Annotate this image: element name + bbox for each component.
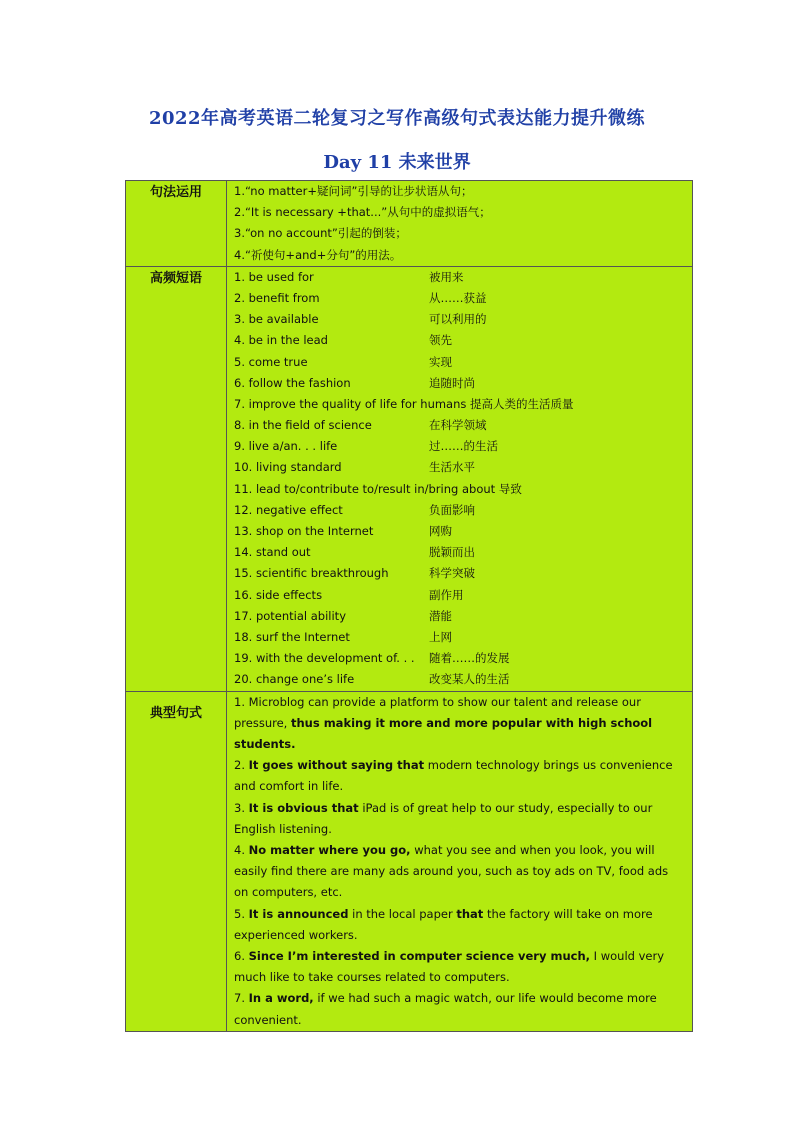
sentence-text: 6.	[234, 948, 249, 963]
syntax-label: 句法运用	[126, 181, 227, 267]
phrase-item	[227, 627, 692, 648]
phrase-en: 17. potential ability	[234, 608, 347, 623]
sentence-item	[227, 692, 692, 756]
phrase-item	[227, 436, 692, 457]
sentence-text: 3.	[234, 800, 249, 815]
phrase-zh: 追随时尚	[429, 375, 475, 390]
phrase-zh: 网购	[429, 524, 452, 538]
phrases-content	[227, 266, 693, 691]
phrase-zh: 科学突破	[429, 566, 475, 581]
phrase-zh: 从……获益	[429, 290, 487, 305]
sentences-label: 典型句式	[126, 691, 227, 1031]
syntax-item: 4.“祈使句+and+分句”的用法。	[234, 247, 402, 262]
phrase-item	[227, 267, 692, 288]
phrase-en: 4. be in the lead	[234, 333, 328, 348]
phrase-item	[227, 606, 692, 627]
phrase-en: 6. follow the fashion	[234, 375, 351, 390]
phrase-en: 8. in the field of science	[234, 418, 372, 433]
sentence-item	[227, 755, 692, 797]
sentence-item	[227, 904, 692, 946]
phrase-en: 12. negative effect	[234, 502, 343, 517]
phrase-item	[227, 415, 692, 436]
phrases-label: 高频短语	[126, 266, 227, 691]
sentence-text: in the local paper	[348, 906, 457, 921]
sentence-text: 2.	[234, 758, 249, 773]
sentence-highlight: It goes without saying that	[248, 758, 425, 773]
phrase-en: 9. live a/an. . . life	[234, 439, 338, 454]
syntax-item: 3.“on no account”引起的倒装；	[234, 226, 407, 241]
syntax-content	[227, 181, 693, 267]
phrase-zh: 领先	[429, 333, 452, 348]
phrase-zh: 脱颖而出	[429, 545, 475, 560]
sentence-text: I would very much like to take courses related to computers.	[234, 948, 665, 985]
phrase-zh: 被用来	[429, 269, 464, 284]
sentence-item	[227, 946, 692, 988]
phrase-item	[227, 457, 692, 478]
phrase-zh: 随着……的发展	[429, 651, 510, 666]
phrase-zh: 导致	[498, 481, 522, 496]
sentence-highlight: No matter where you go,	[248, 842, 411, 857]
phrase-zh: 在科学领域	[429, 418, 487, 433]
phrase-zh: 提高人类的生活质量	[470, 396, 574, 411]
phrase-zh: 上网	[429, 629, 452, 644]
sentences-row	[126, 691, 693, 1031]
phrase-zh: 实现	[429, 354, 452, 369]
phrase-item	[227, 542, 692, 563]
phrase-en: 11. lead to/contribute to/result in/bring about	[234, 481, 496, 496]
phrases-row	[126, 266, 693, 691]
sentence-highlight: It is obvious that	[248, 800, 359, 815]
sentence-highlight: It is announced	[248, 906, 349, 921]
phrase-item	[227, 330, 692, 351]
phrase-zh: 改变某人的生活	[429, 672, 510, 687]
phrase-zh: 可以利用的	[429, 312, 487, 327]
phrase-en: 13. shop on the Internet	[234, 524, 374, 538]
syntax-item: 2.“It is necessary +that...”从句中的虚拟语气；	[234, 205, 491, 220]
phrase-en: 7. improve the quality of life for humans	[234, 396, 467, 411]
sentence-item	[227, 988, 692, 1030]
phrase-en: 18. surf the Internet	[234, 629, 350, 644]
syntax-item: 1.“no matter+疑问词”引导的让步状语从句；	[234, 184, 473, 198]
phrase-item	[227, 563, 692, 584]
phrase-en: 16. side effects	[234, 587, 323, 602]
phrase-item	[227, 394, 692, 415]
phrase-item	[227, 500, 692, 521]
sentence-text: the factory will take on more experienced workers.	[234, 906, 653, 942]
phrase-en: 1. be used for	[234, 269, 314, 284]
phrase-en: 5. come true	[234, 354, 308, 369]
phrase-item	[227, 352, 692, 373]
sentence-item	[227, 840, 692, 904]
phrase-item	[227, 585, 692, 606]
phrase-zh: 负面影响	[429, 502, 475, 517]
sentence-text: 7.	[234, 991, 249, 1006]
sentence-highlight: Since I’m interested in computer science very much,	[248, 948, 591, 963]
content-table	[125, 180, 693, 1032]
phrase-en: 14. stand out	[234, 545, 311, 560]
sentence-highlight: In a word,	[248, 991, 314, 1006]
phrase-en: 15. scientific breakthrough	[234, 566, 389, 581]
sentence-text: what you see and when you look, you will easily find there are many ads around you, such as toy ads on TV, food ads on computers, etc.	[234, 842, 669, 900]
phrase-item	[227, 669, 692, 690]
sentence-text: 5.	[234, 906, 249, 921]
phrase-item	[227, 309, 692, 330]
page-subtitle: Day 11 未来世界	[323, 152, 471, 173]
phrase-zh: 过……的生活	[429, 439, 498, 454]
page-title: 2022年高考英语二轮复习之写作高级句式表达能力提升微练	[148, 108, 646, 129]
phrase-item	[227, 521, 692, 542]
phrase-zh: 生活水平	[429, 460, 475, 475]
phrase-item	[227, 479, 692, 500]
phrase-zh: 副作用	[429, 587, 464, 602]
sentence-text: iPad is of great help to our study, especially to our English listening.	[234, 800, 653, 836]
phrase-en: 2. benefit from	[234, 290, 320, 305]
sentence-text: modern technology brings us convenience and comfort in life.	[234, 758, 673, 794]
phrase-en: 20. change one’s life	[234, 672, 355, 687]
phrase-zh: 潜能	[429, 608, 452, 623]
sentence-item	[227, 798, 692, 840]
sentence-highlight: thus making it more and more popular with high school students.	[234, 715, 653, 751]
sentences-content	[227, 691, 693, 1031]
phrase-item	[227, 288, 692, 309]
phrase-en: 19. with the development of. . .	[234, 651, 415, 666]
phrase-en: 10. living standard	[234, 460, 342, 475]
sentence-text: 1. Microblog can provide a platform to show our talent and release our pressure,	[234, 694, 641, 730]
sentence-text: 4.	[234, 842, 249, 857]
sentence-text: if we had such a magic watch, our life would become more convenient.	[234, 991, 657, 1027]
sentence-highlight: that	[456, 906, 484, 921]
phrase-en: 3. be available	[234, 312, 319, 327]
phrase-item	[227, 648, 692, 669]
syntax-row	[126, 181, 693, 267]
phrase-item	[227, 373, 692, 394]
